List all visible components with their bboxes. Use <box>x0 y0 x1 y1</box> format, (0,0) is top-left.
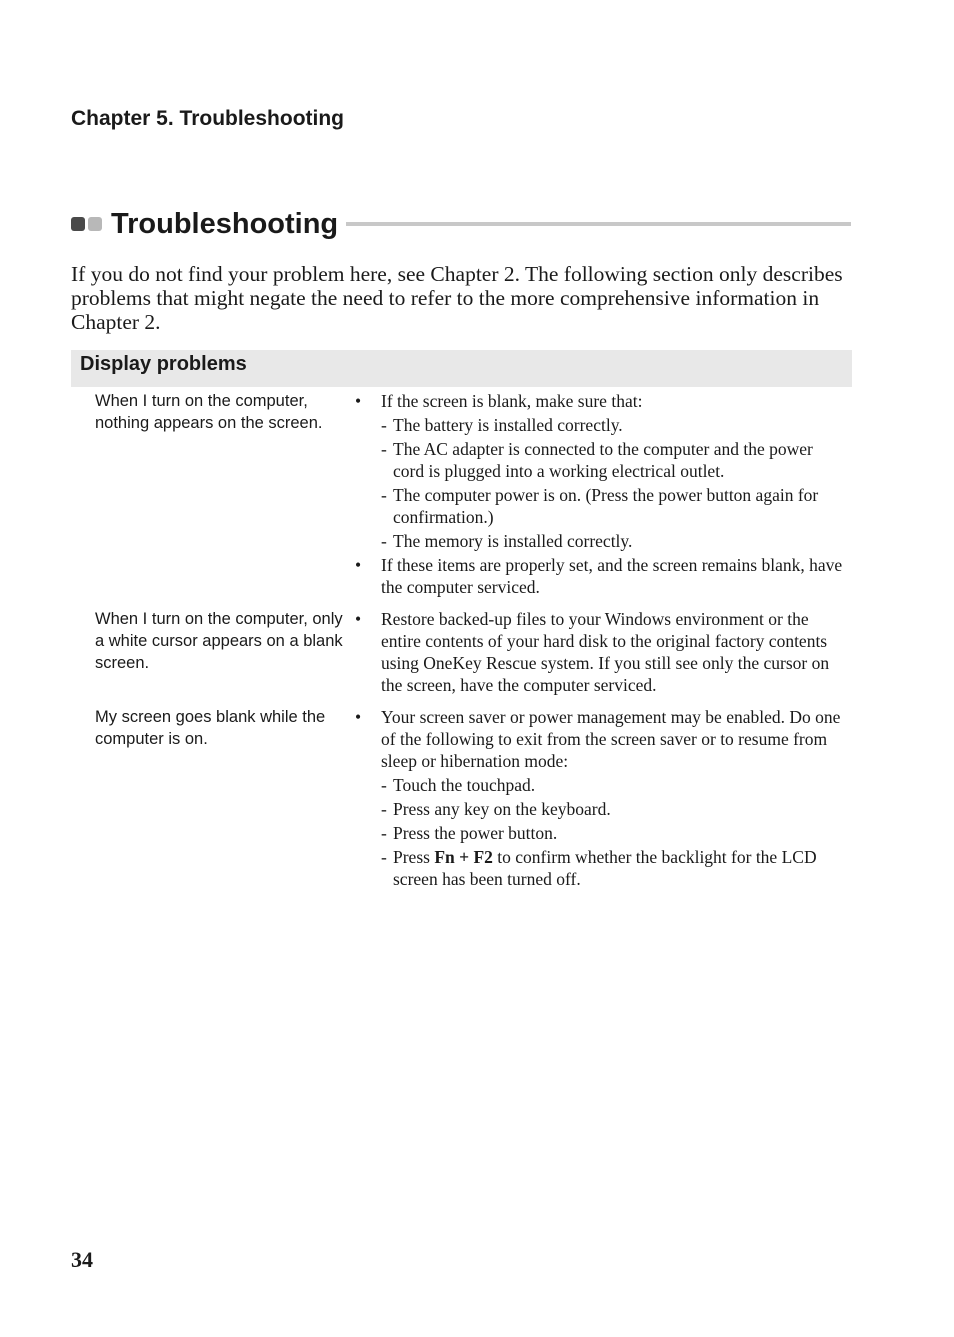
sub-item <box>381 822 845 844</box>
title-rule <box>346 222 851 226</box>
dash-icon: - <box>381 799 387 819</box>
bullet-text: If these items are properly set, and the screen remains blank, have the computer serviced. <box>381 555 843 597</box>
sub-item-text-post: to confirm whether the backlight for the LCD screen has been turned off. <box>393 847 817 889</box>
solution-cell <box>355 706 845 890</box>
sub-item-text: The battery is installed correctly. <box>393 415 623 435</box>
dash-icon: - <box>381 823 387 843</box>
bullet-icon: • <box>355 391 362 411</box>
dash-icon: - <box>381 485 387 505</box>
sub-item-text: Press the power button. <box>393 823 558 843</box>
dash-icon: - <box>381 439 387 459</box>
section-title: Troubleshooting <box>111 207 339 240</box>
dash-icon: - <box>381 775 387 795</box>
square-bullet-light-icon <box>88 217 102 231</box>
list-item <box>355 390 845 552</box>
chapter-header: Chapter 5. Troubleshooting <box>71 107 345 130</box>
solution-cell <box>355 390 845 598</box>
key-combo: Fn + F2 <box>434 847 493 867</box>
sub-item <box>381 530 845 552</box>
bullet-icon: • <box>355 609 362 629</box>
table-header <box>71 350 852 387</box>
square-bullet-icon <box>71 217 85 231</box>
sub-item <box>381 484 845 528</box>
dash-icon: - <box>381 847 387 867</box>
sub-item <box>381 438 845 482</box>
sub-item <box>381 414 845 436</box>
list-item <box>355 608 845 696</box>
list-item <box>355 554 845 598</box>
sub-item-text-pre: Press <box>393 847 435 867</box>
sub-item-text: Press any key on the keyboard. <box>393 799 611 819</box>
sub-item-text: The memory is installed correctly. <box>393 531 633 551</box>
table-header-label: Display problems <box>80 353 247 375</box>
sub-item <box>381 798 845 820</box>
page-number: 34 <box>71 1247 93 1272</box>
sub-item-text: The AC adapter is connected to the computer and the power cord is plugged into a working electrical outlet. <box>393 439 813 481</box>
section-title-row <box>71 204 851 244</box>
intro-paragraph: If you do not find your problem here, see Chapter 2. The following section only describes problems that might negate the need to refer to the more comprehensive information in Chapter 2. <box>71 262 843 334</box>
problem-text: My screen goes blank while the computer is on. <box>95 708 326 748</box>
dash-icon: - <box>381 415 387 435</box>
sub-item-text <box>393 847 817 889</box>
solution-cell <box>355 608 845 696</box>
problem-text: When I turn on the computer, nothing appears on the screen. <box>95 392 323 432</box>
problem-text: When I turn on the computer, only a white cursor appears on a blank screen. <box>95 610 343 672</box>
bullet-icon: • <box>355 555 362 575</box>
sub-item-text: Touch the touchpad. <box>393 775 536 795</box>
dash-icon: - <box>381 531 387 551</box>
bullet-text: If the screen is blank, make sure that: <box>381 391 643 411</box>
bullet-text: Restore backed-up files to your Windows environment or the entire contents of your hard disk to the original factory contents using OneKey Rescue system. If you still see only the cursor on the screen, have the computer serviced. <box>381 609 830 695</box>
sub-item <box>381 774 845 796</box>
list-item <box>355 706 845 890</box>
sub-item <box>381 846 845 890</box>
bullet-text: Your screen saver or power management may be enabled. Do one of the following to exit from the screen saver or to resume from sleep or hibernation mode: <box>381 707 841 771</box>
bullet-icon: • <box>355 707 362 727</box>
sub-item-text: The computer power is on. (Press the power button again for confirmation.) <box>393 485 819 527</box>
